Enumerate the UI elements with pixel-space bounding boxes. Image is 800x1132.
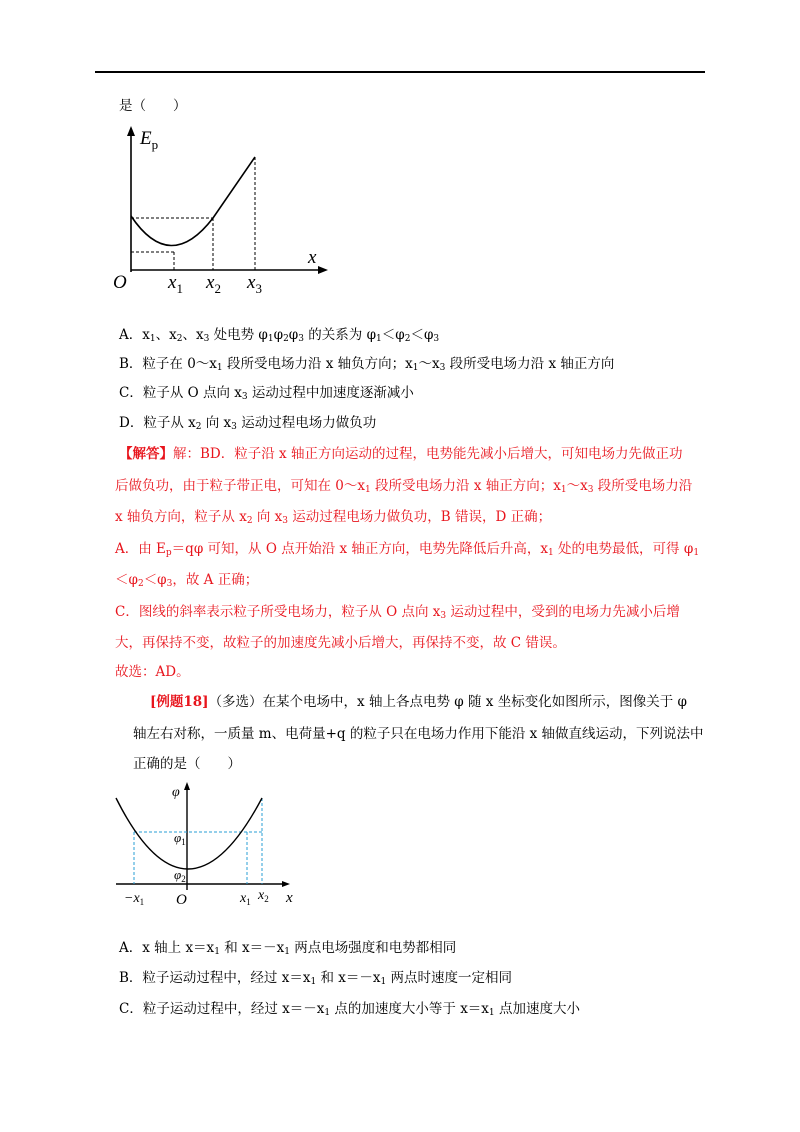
- x-axis-arrow: [318, 266, 328, 274]
- y-axis-label: $E_p$: [140, 128, 159, 152]
- x-axis-label: x: [308, 247, 317, 268]
- q1-option-d: D．粒子从 $x_2$ 向 $x_3$ 运动过程电场力做负功: [119, 415, 377, 432]
- origin-label: O: [176, 892, 187, 908]
- ep-graph-figure: [110, 122, 335, 297]
- q2-option-c: C．粒子运动过程中，经过 $x=-x_1$ 点的加速度大小等于 $x=x_1$ 点加速度大小: [119, 1001, 580, 1018]
- phi-axis-arrow: [184, 782, 190, 790]
- ep-curve: [131, 157, 255, 246]
- tick-x3: $x_3$: [247, 272, 262, 296]
- origin-label: O: [113, 272, 127, 293]
- answer-title: 【解答】: [119, 446, 173, 462]
- answer-line-2: 后做负功，由于粒子带正电，可知在 $0\sim x_1$ 段所受电场力沿 x 轴正方向；$x_1\sim x_3$ 段所受电场力沿: [115, 478, 693, 495]
- x-axis-label: x: [286, 890, 293, 906]
- example-line-2: 轴左右对称，一质量 m、电荷量+q 的粒子只在电场力作用下能沿 x 轴做直线运动，下列说法中: [133, 726, 704, 742]
- x2-label: $x_2$: [258, 888, 269, 904]
- answer-line-7: 大，再保持不变，故粒子的加速度先减小后增大，再保持不变，故 C 错误。: [115, 635, 566, 651]
- tick-x1: $x_1$: [168, 272, 183, 296]
- answer-line-3: x 轴负方向，粒子从 $x_2$ 向 $x_3$ 运动过程电场力做负功，B 错误，D 正确；: [115, 509, 552, 526]
- answer-line-5: $<\varphi_2<\varphi_3$，故 A 正确；: [115, 572, 259, 589]
- example-line-3: 正确的是（ ）: [133, 756, 241, 772]
- x1-label: $x_1$: [240, 891, 251, 907]
- header-rule: [95, 71, 705, 73]
- answer-line-1: 【解答】解：BD．粒子沿 x 轴正方向运动的过程，电势能先减小后增大，可知电场力先做正功: [119, 446, 683, 462]
- phi2-label: $\varphi_2$: [174, 867, 186, 884]
- answer-line-4: A．由 $E_p=q\varphi$ 可知，从 O 点开始沿 x 轴正方向，电势先降低后升高，$x_1$ 处的电势最低，可得 $\varphi_1$: [115, 541, 700, 558]
- x-axis-arrow: [282, 881, 290, 887]
- answer-choice: 故选：AD。: [115, 664, 190, 680]
- q1-option-a: A．$x_1$、$x_2$、$x_3$ 处电势 $\varphi_1\varphi_2\varphi_3$ 的关系为 $\varphi_1<\varphi_2<\varphi_3$: [119, 327, 440, 344]
- q2-option-a: A．x 轴上 $x=x_1$ 和 $x=-x_1$ 两点电场强度和电势都相同: [119, 940, 457, 957]
- q1-option-b: B．粒子在 $0\sim x_1$ 段所受电场力沿 x 轴负方向；$x_1\sim x_3$ 段所受电场力沿 x 轴正方向: [119, 356, 615, 373]
- phi-graph-figure: [110, 780, 300, 910]
- neg-x1-label: $-x_1$: [124, 891, 145, 907]
- tick-x2: $x_2$: [206, 272, 221, 296]
- q2-option-b: B．粒子运动过程中，经过 $x=x_1$ 和 $x=-x_1$ 两点时速度一定相同: [119, 970, 513, 987]
- phi1-label: $\varphi_1$: [174, 830, 186, 847]
- example-line-1: [例题18]（多选）在某个电场中，x 轴上各点电势 φ 随 x 坐标变化如图所示，图像关于 φ: [150, 694, 687, 710]
- phi-axis-label: φ: [172, 785, 180, 800]
- q1-option-c: C．粒子从 O 点向 $x_3$ 运动过程中加速度逐渐减小: [119, 385, 414, 402]
- y-axis-arrow: [127, 126, 135, 136]
- example-tag: [例题18]: [150, 694, 209, 710]
- question-stub: 是（ ）: [119, 98, 187, 114]
- answer-line-6: C．图线的斜率表示粒子所受电场力，粒子从 O 点向 $x_3$ 运动过程中，受到的电场力先减小后增: [115, 604, 680, 621]
- phi-curve: [116, 798, 262, 869]
